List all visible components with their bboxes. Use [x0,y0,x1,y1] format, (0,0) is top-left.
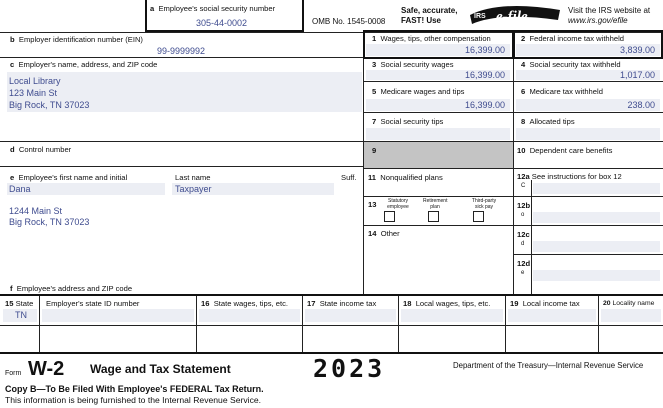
third-party-sick-pay-checkbox[interactable] [473,211,484,222]
rule-state-c [302,296,303,352]
state-tax-field[interactable] [305,309,396,322]
retirement-plan-label: Retirement plan [423,198,448,210]
tax-year: 2023 [313,354,386,383]
box12a-label: 12a See instructions for box 12 [517,172,622,181]
rule-c-d [0,141,363,142]
box6-label: 6 Medicare tax withheld [521,87,603,96]
info-line: This information is being furnished to the Internal Revenue Service. [5,395,262,405]
efile-logo-text: e-file [496,9,528,25]
box-c-label: c Employer's name, address, and ZIP code [10,60,158,69]
efile-logo-prefix: IRS [474,13,486,20]
local-tax-field[interactable] [508,309,596,322]
rule-state-e [505,296,506,352]
department-text: Department of the Treasury—Internal Revenue Service [453,361,644,370]
box1-label: 1 Wages, tips, other compensation [372,34,491,43]
state-id-label: Employer's state ID number [46,299,140,308]
box3-label: 3 Social security wages [372,60,454,69]
rule-vert-right [513,32,514,294]
box-f-label: f Employee's address and ZIP code [10,284,133,293]
ssn-value: 305-44-0002 [196,18,248,28]
efile-logo [470,4,562,26]
ein-value: 99-9999992 [157,46,206,56]
box-e-label: e Employee's first name and initial [10,173,128,182]
box19-label: 19 Local income tax [510,299,580,308]
box15-label: 15 State [5,299,34,308]
box7-label: 7 Social security tips [372,117,444,126]
employer-street: 123 Main St [9,88,58,98]
rule-12c [513,254,663,255]
box6-value: 238.00 [627,100,655,110]
form-word: Form [5,370,22,377]
rule-12b [513,225,663,226]
box12b-label: 12b [517,201,531,210]
box8-label: 8 Allocated tips [521,117,575,126]
retirement-plan-checkbox[interactable] [428,211,439,222]
box16-label: 16 State wages, tips, etc. [201,299,288,308]
box17-label: 17 State income tax [307,299,377,308]
rule-row13 [363,225,513,226]
box20-label: 20 Locality name [603,300,655,307]
box1-value: 16,399.00 [464,45,505,55]
rule-state-d [398,296,399,352]
employee-street: 1244 Main St [9,206,63,216]
form-name: W-2 [28,358,65,380]
box-d-label: d Control number [10,145,72,154]
copy-b-line: Copy B—To Be Filed With Employee's FEDERAL Tax Return. [5,384,264,394]
box14-label: 14 Other [368,229,400,238]
visit-irs-text: Visit the IRS website at www.irs.gov/efile [568,6,651,25]
code-letter-c: C [521,183,526,189]
box11-label: 11 Nonqualified plans [368,173,443,182]
state-id-field[interactable] [42,309,194,322]
box9-label: 9 [372,146,377,155]
code-letter-e: e [521,270,525,276]
box12a-field[interactable] [533,183,660,194]
employee-city: Big Rock, TN 37023 [9,217,90,227]
employee-last-name: Taxpayer [175,184,212,194]
box12b-field[interactable] [533,212,660,223]
box9-shaded [364,142,513,168]
rule-d-e [0,166,363,167]
code-letter-o: o [521,212,525,218]
first-name-field[interactable] [7,183,165,195]
box4-value: 1,017.00 [619,70,655,80]
box7-field[interactable] [366,128,510,140]
box8-field[interactable] [516,128,660,140]
rule-state-mid [0,325,663,326]
rule-state-f [598,296,599,352]
box-b-label: b Employer identification number (EIN) [10,35,143,44]
rule-state-b [196,296,197,352]
rule-12a [513,196,663,197]
rule-state-top [0,294,663,296]
suffix-label: Suff. [341,173,357,182]
box2-value: 3,839.00 [619,45,655,55]
statutory-employee-checkbox[interactable] [384,211,395,222]
box5-label: 5 Medicare wages and tips [372,87,465,96]
employer-city: Big Rock, TN 37023 [9,100,90,110]
code-letter-d: d [521,241,525,247]
omb-number: OMB No. 1545-0008 [312,17,386,26]
box3-value: 16,399.00 [464,70,505,80]
box2-label: 2 Federal income tax withheld [521,34,625,43]
box13-num: 13 [368,200,377,209]
state-wages-field[interactable] [199,309,300,322]
box18-label: 18 Local wages, tips, etc. [403,299,491,308]
box4-label: 4 Social security tax withheld [521,60,621,69]
employer-name: Local Library [9,76,61,86]
box12-code-divider [531,180,532,294]
box10-label: 10 Dependent care benefits [517,146,613,155]
box-a-label: a Employee's social security number [150,4,276,13]
box12d-label: 12d [517,259,531,268]
form-title: Wage and Tax Statement [90,362,231,376]
statutory-employee-label: Statutory employee [387,198,409,210]
safe-accurate-text: Safe, accurate, FAST! Use [401,6,458,25]
local-wages-field[interactable] [401,309,503,322]
box12d-field[interactable] [533,270,660,281]
state-value: TN [15,310,27,320]
box12c-label: 12c [517,230,530,239]
third-party-sick-pay-label: Third-party sick pay [471,198,497,210]
rule-row11 [363,196,513,197]
employee-first-name: Dana [9,184,31,194]
box12c-field[interactable] [533,241,660,252]
locality-field[interactable] [601,309,661,322]
rule-state-a [39,296,40,352]
box5-value: 16,399.00 [464,100,505,110]
last-name-label: Last name [175,173,211,182]
